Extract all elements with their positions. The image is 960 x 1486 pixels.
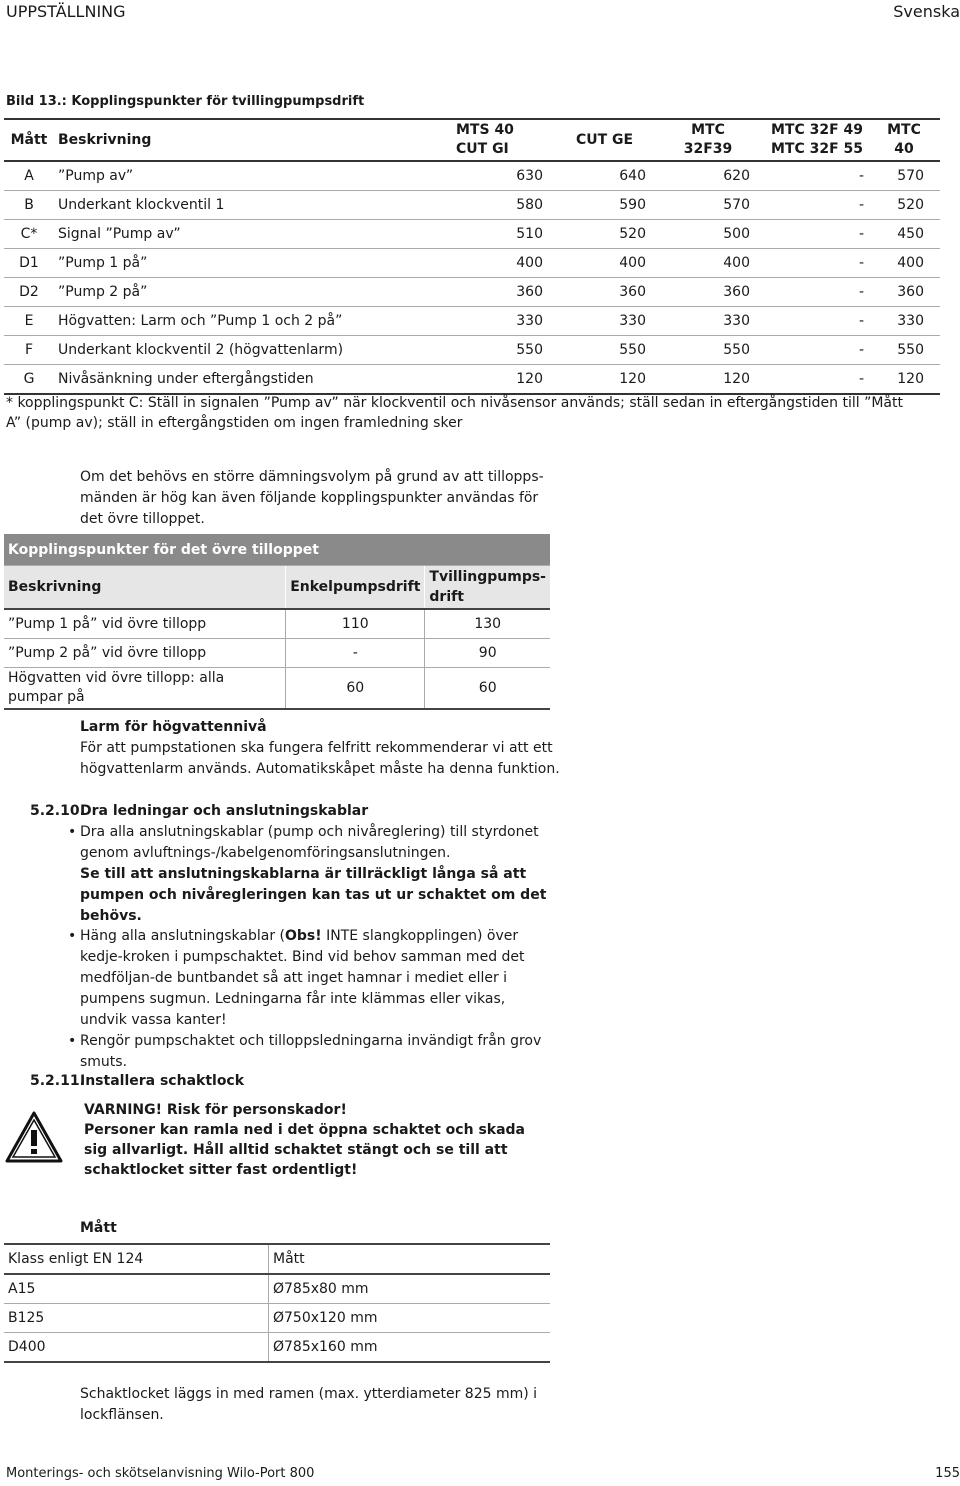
value-cell: 400 [662,249,766,278]
description-cell: Högvatten vid övre tillopp: alla pumpar på [4,668,286,710]
table-row [4,1304,550,1333]
value-cell: 330 [452,307,559,336]
description-cell: ”Pump av” [54,161,452,191]
value-cell: 500 [662,220,766,249]
value-cell: - [766,249,880,278]
value-cell: 640 [559,161,662,191]
value-cell: 400 [559,249,662,278]
value-cell: - [766,365,880,395]
bullet-icon: • [68,1033,77,1049]
description-cell: ”Pump 2 på” vid övre tillopp [4,639,286,668]
value-cell: - [766,191,880,220]
figure-title: Bild 13.: Kopplingspunkter för tvillingpumpsdrift [6,94,365,109]
dimension-code: A [4,161,54,191]
table-row [4,220,940,249]
value-cell: 120 [559,365,662,395]
value-cell: 450 [880,220,940,249]
value-cell: 570 [662,191,766,220]
bullet-icon: • [68,824,77,840]
col-header: Mått [269,1244,551,1274]
description-cell: ”Pump 2 på” [54,278,452,307]
upper-inlet-intro: Om det behövs en större dämningsvolym på grund av att tillopps-mänden är hög kan även följande kopplingspunkter användas för det övre tilloppet. [80,469,544,527]
dimension-cell: Ø750x120 mm [269,1304,551,1333]
value-cell: 590 [559,191,662,220]
value-cell: 510 [452,220,559,249]
table-row [4,307,940,336]
value-cell: 60 [286,668,425,710]
class-cell: D400 [4,1333,269,1363]
value-cell: 580 [452,191,559,220]
value-cell: 570 [880,161,940,191]
description-cell: Högvatten: Larm och ”Pump 1 och 2 på” [54,307,452,336]
value-cell: 130 [425,609,550,639]
table-row [4,336,940,365]
table-row [4,249,940,278]
dimension-code: F [4,336,54,365]
alarm-heading: Larm för högvattennivå [80,719,267,735]
hanging-instructions-list [68,926,556,1073]
col-header: CUT GE [559,119,662,161]
value-cell: 360 [452,278,559,307]
cable-length-note: Se till att anslutningskablarna är tillräckligt långa så att pumpen och nivåregleringen kan tas ut ur schaktet om det behövs. [80,866,547,924]
list-item: • Rengör pumpschaktet och tilloppsledningarna invändigt från grov smuts. [68,1033,542,1070]
description-cell: Underkant klockventil 1 [54,191,452,220]
warning-triangle-icon [4,1110,64,1164]
col-header: MTC 40 [880,119,940,161]
value-cell: - [766,336,880,365]
value-cell: 550 [880,336,940,365]
dimensions-heading: Mått [80,1220,117,1236]
col-header: Mått [4,119,54,161]
col-header: MTC 32F 49 MTC 32F 55 [766,119,880,161]
dimension-code: D1 [4,249,54,278]
table-row [4,365,940,395]
section-title: Dra ledningar och anslutningskablar [80,803,369,819]
alarm-text: För att pumpstationen ska fungera felfritt rekommenderar vi att ett högvattenlarm används. Automatikskåpet måste ha denna funktion. [80,740,560,777]
value-cell: 330 [880,307,940,336]
value-cell: 360 [880,278,940,307]
header-section-title: UPPSTÄLLNING [6,2,126,21]
value-cell: 120 [662,365,766,395]
value-cell: 550 [452,336,559,365]
value-cell: 520 [880,191,940,220]
table-title: Kopplingspunkter för det övre tilloppet [4,534,550,566]
value-cell: 120 [880,365,940,395]
value-cell: 110 [286,609,425,639]
value-cell: 400 [452,249,559,278]
list-item: • Häng alla anslutningskablar (Obs! INTE slangkopplingen) över kedje-kroken i pumpschaktet. Bind vid behov samman med det medföljan-de buntbandet så att inget hamnar i mediet eller i pumpens sugmun. Ledningarna får inte klämmas eller vikas, undvik vassa kanter! [68,928,525,1028]
col-header: MTS 40 CUT GI [452,119,559,161]
value-cell: 360 [559,278,662,307]
table-row [4,191,940,220]
value-cell: 90 [425,639,550,668]
bullet-icon: • [68,928,77,944]
list-item: • Dra alla anslutningskablar (pump och nivåreglering) till styrdonet genom avluftnings-/kabelgenomföringsanslutningen. Se till att anslutningskablarna är tillräckligt långa så att pumpen och nivåregleringen kan tas ut ur schaktet om det behövs. [68,824,547,924]
dimension-code: D2 [4,278,54,307]
closing-text: Schaktlocket läggs in med ramen (max. ytterdiameter 825 mm) i lockflänsen. [80,1386,538,1423]
table-row [4,639,550,668]
footnote: * kopplingspunkt C: Ställ in signalen ”Pump av” när klockventil och nivåsensor används; ställ sedan in eftergångstiden till ”Mått A” (pump av); ställ in eftergångstiden om ingen framledning sker [6,395,903,431]
dimension-code: E [4,307,54,336]
value-cell: 360 [662,278,766,307]
switching-points-table [4,118,940,395]
col-header: Beskrivning [4,566,286,610]
value-cell: 60 [425,668,550,710]
table-row [4,278,940,307]
page-number: 155 [935,1466,960,1481]
footer-document-title: Monterings- och skötselanvisning Wilo-Port 800 [6,1466,315,1481]
dimension-code: B [4,191,54,220]
value-cell: - [766,307,880,336]
upper-inlet-table [4,534,550,710]
col-header: Beskrivning [54,119,452,161]
value-cell: 630 [452,161,559,191]
class-cell: B125 [4,1304,269,1333]
description-cell: ”Pump 1 på” vid övre tillopp [4,609,286,639]
value-cell: - [286,639,425,668]
col-header: Klass enligt EN 124 [4,1244,269,1274]
description-cell: Nivåsänkning under eftergångstiden [54,365,452,395]
table-row [4,609,550,639]
value-cell: - [766,278,880,307]
value-cell: 520 [559,220,662,249]
table-row [4,1274,550,1304]
col-header: Tvillingpumps-drift [425,566,550,610]
warning-text: Personer kan ramla ned i det öppna schaktet och skada sig allvarligt. Håll alltid schaktet stängt och se till att schaktlocket sitter fast ordentligt! [84,1122,525,1178]
value-cell: - [766,220,880,249]
table-row [4,161,940,191]
header-language: Svenska [893,2,960,21]
section-title: Installera schaktlock [80,1073,245,1089]
value-cell: 400 [880,249,940,278]
description-cell: Signal ”Pump av” [54,220,452,249]
description-cell: Underkant klockventil 2 (högvattenlarm) [54,336,452,365]
section-number: 5.2.10. [30,803,85,819]
dimension-code: G [4,365,54,395]
description-cell: ”Pump 1 på” [54,249,452,278]
value-cell: 330 [559,307,662,336]
value-cell: 550 [662,336,766,365]
col-header: Enkelpumpsdrift [286,566,425,610]
table-row [4,668,550,710]
table-row [4,1333,550,1363]
col-header: MTC 32F39 [662,119,766,161]
value-cell: 620 [662,161,766,191]
section-number: 5.2.11. [30,1073,85,1089]
value-cell: 120 [452,365,559,395]
dimensions-table [4,1243,550,1363]
cable-instructions-list [68,822,550,927]
warning-title: VARNING! Risk för personskador! [84,1102,347,1118]
dimension-code: C* [4,220,54,249]
dimension-cell: Ø785x160 mm [269,1333,551,1363]
dimension-cell: Ø785x80 mm [269,1274,551,1304]
value-cell: 330 [662,307,766,336]
value-cell: - [766,161,880,191]
value-cell: 550 [559,336,662,365]
class-cell: A15 [4,1274,269,1304]
table-header-row [4,119,940,161]
